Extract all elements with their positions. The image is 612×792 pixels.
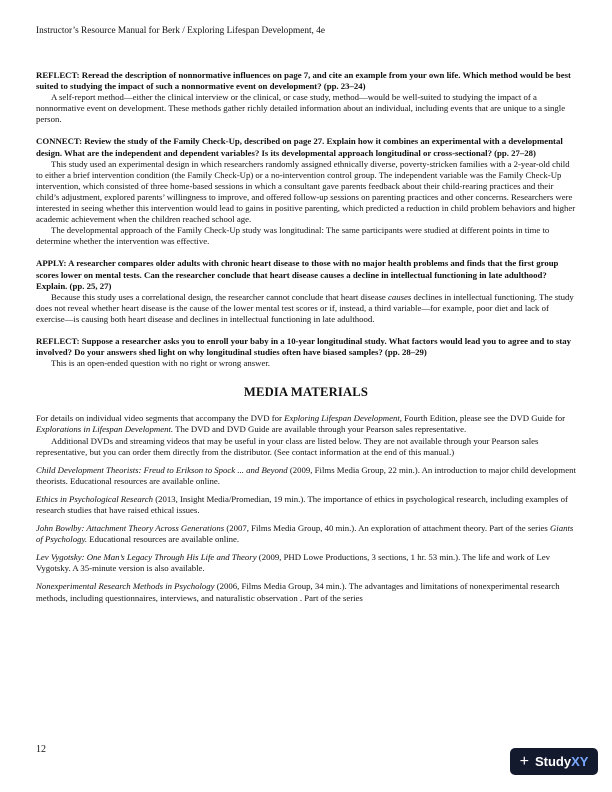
intro-text: For details on individual video segments that accompany the DVD for — [36, 413, 285, 424]
media-title: Lev Vygotsky: One Man’s Legacy Through His Life and Theory — [36, 552, 257, 563]
answer-text: Because this study uses a correlational design, the researcher cannot conclude that heart disease — [51, 291, 388, 302]
question-text: REFLECT: Suppose a researcher asks you to enroll your baby in a 10-year longitudinal study. What factors would lead you to agree and to stay involved? Do your answers shed light on why longitudinal studies often have biased samples? (pp. 28–29) — [36, 335, 572, 358]
media-title: Nonexperimental Research Methods in Psychology — [36, 581, 215, 592]
question-block-reflect-1 — [36, 70, 576, 125]
media-description: (2006, Films Media Group, 34 min.). The advantages and limitations of nonexperimental research methods, including questionnaires, interviews, and naturalistic observation . Part of the series — [36, 581, 560, 603]
question-block-reflect-2 — [36, 336, 576, 369]
intro-paragraph: Additional DVDs and streaming videos that may be useful in your class are listed below. They are not available through your Pearson sales representative, but you can order them directly from the distributor. (See contact information at the end of this manual.) — [36, 435, 539, 457]
intro-text: Fourth Edition, please see the DVD Guide for — [401, 413, 566, 424]
answer-emphasis: causes — [388, 291, 412, 302]
media-list — [36, 465, 576, 604]
intro-text: The DVD and DVD Guide are available through your Pearson sales representative. — [173, 424, 467, 435]
plus-icon: + — [519, 752, 529, 770]
media-description: (2009, PHD Lowe Productions, 3 sections, 1 hr. 53 min.). The life and work of Lev Vygotsky. A 35-minute version is also available. — [36, 552, 551, 574]
document-page — [36, 0, 576, 792]
answer-paragraph: This study used an experimental design in which researchers randomly assigned ethnically diverse, poverty-stricken families with a 2-year-old child to either a brief intervention condition (the Family Check-Up) or a no-intervention control group. The independent variable was the Family Check-Up intervention, which consisted of three home-based sessions in which a consultant gave parents feedback about their child-rearing practices and their child’s adjustment, explored parents’ willingness to improve, and offered follow-up sessions on parenting practices and other concerns. Researchers were interested in seeing whether this intervention would lead to gains in positive parenting, which predicted a reduction in child problem behaviors and higher academic achievement when the children reached school age. — [36, 158, 576, 225]
media-description: (2013, Insight Media/Promedian, 19 min.). The importance of ethics in psychological research, including examples of research studies that have raised ethical issues. — [36, 493, 568, 515]
media-description: (2007, Films Media Group, 40 min.). An exploration of attachment theory. Part of the series — [224, 523, 550, 534]
answer-paragraph — [36, 292, 576, 325]
question-text: APPLY: A researcher compares older adults with chronic heart disease to those with no major health problems and finds that the first group scores lower on mental tests. Can the researcher conclude that heart disease causes a decline in intellectual functioning in late adulthood? Explain. (pp. 25, 27) — [36, 258, 559, 291]
question-block-apply — [36, 258, 576, 325]
media-entry — [36, 494, 576, 516]
media-entry — [36, 581, 576, 603]
media-title: Child Development Theorists: Freud to Erikson to Spock ... and Beyond — [36, 464, 288, 475]
running-header: Instructor’s Resource Manual for Berk / Exploring Lifespan Development, 4e — [36, 26, 325, 36]
media-description: (2009, Films Media Group, 22 min.). An introduction to major child development theorists. Educational resources are available online. — [36, 464, 576, 486]
book-title: Exploring Lifespan Development, — [284, 413, 402, 424]
answer-paragraph: A self-report method—either the clinical interview or the clinical, or case study, method—would be well-suited to studying the impact of a nonnormative event on development. These methods gather richly detailed information about an individual, including events that are unique to a single person. — [36, 92, 566, 125]
media-title: John Bowlby: Attachment Theory Across Generations — [36, 523, 225, 534]
media-description: Educational resources are available online. — [87, 534, 240, 545]
answer-paragraph: This is an open-ended question with no right or wrong answer. — [51, 358, 270, 369]
studyxy-logo[interactable] — [510, 748, 598, 775]
page-content — [36, 70, 576, 611]
media-entry — [36, 523, 576, 545]
brand-wordmark: StudyXY — [534, 754, 589, 769]
question-text: CONNECT: Review the study of the Family Check-Up, described on page 27. Explain how it combines an experimental with a developmental design. What are the independent and dependent variables? Is its developmental approach longitudinal or cross-sectional? (pp. 27–28) — [36, 136, 563, 158]
book-title: Explorations in Lifespan Development. — [36, 424, 174, 435]
media-intro — [36, 413, 576, 457]
section-heading: MEDIA MATERIALS — [243, 385, 369, 400]
question-text: REFLECT: Reread the description of nonnormative influences on page 7, and cite an example from your own life. Which method would be best suited to studying the impact of such a nonnormative event on development? (pp. 23–24) — [36, 70, 571, 92]
page-number: 12 — [36, 744, 46, 755]
media-title: Ethics in Psychological Research — [36, 493, 154, 504]
answer-paragraph: The developmental approach of the Family Check-Up study was longitudinal: The same participants were studied at different points in time to determine whether the intervention was effective. — [36, 225, 550, 247]
series-title: Giants of Psychology. — [36, 523, 574, 545]
media-entry — [36, 552, 576, 574]
media-entry — [36, 465, 576, 487]
answer-text: declines in intellectual functioning. The study does not reveal whether heart disease is the cause of the lower mental test scores or if, instead, a third variable—for example, poor diet and lack of exercise—is causing both heart disease and declines in intellectual functioning in late adulthood. — [36, 291, 574, 324]
intro-paragraph — [36, 413, 576, 435]
question-block-connect — [36, 136, 576, 247]
